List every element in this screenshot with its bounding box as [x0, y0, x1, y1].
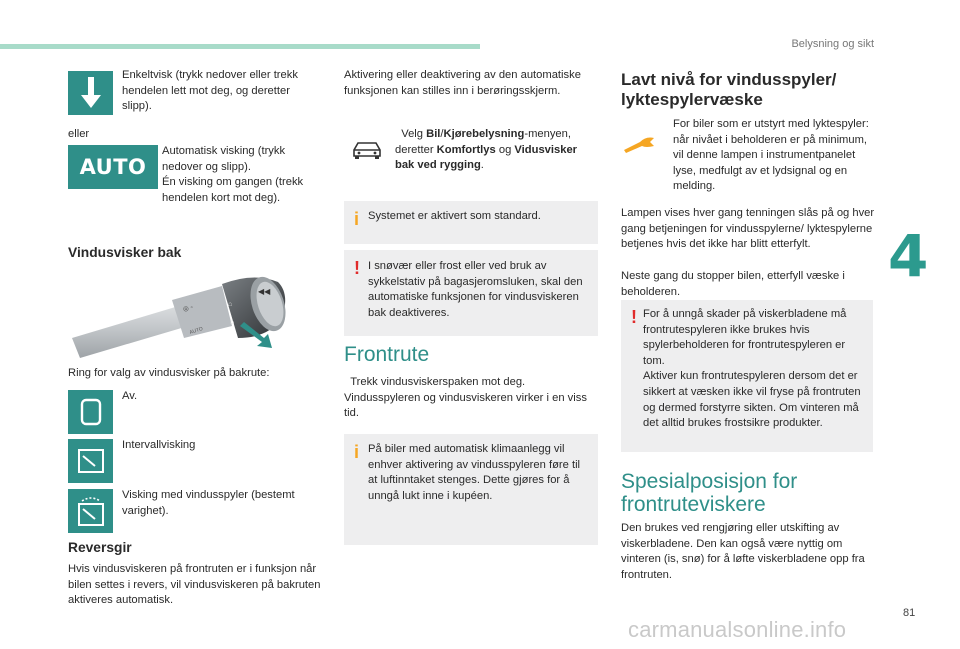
auto-wipe-line2: Én visking om gangen (trekk hendelen kort mot deg). — [162, 176, 304, 204]
special-position-text: Den brukes ved rengjøring eller utskifting av viskerbladene. Den kan også være nyttig om vinteren (is, snø) for å løfte viskerbladene opp fra frontruten. — [621, 522, 865, 581]
or-label: eller — [68, 128, 90, 140]
reverse-gear-title: Reversgir — [68, 540, 132, 555]
wash-wipe-icon — [68, 489, 113, 533]
windscreen-text: Trekk vindusviskerspaken mot deg. Vindusspyleren og vindusviskeren virker i en viss tid. — [344, 376, 587, 420]
watermark: carmanualsonline.info — [628, 617, 847, 642]
mode-intermittent-label: Intervallvisking — [122, 439, 196, 451]
auto-icon-label: AUTO — [79, 155, 147, 179]
mode-wash-label: Visking med vindusspyler (bestemt varighet). — [122, 489, 295, 517]
warning-washer-line-a: For å unngå skader på viskerbladene må frontrutespyleren ikke brukes hvis spylerbeholderen for frontrutespyleren er tom. — [643, 308, 847, 367]
ring-selector-text: Ring for valg av vindusvisker på bakrute: — [68, 367, 270, 379]
wiper-off-icon — [68, 390, 113, 434]
mode-off-label: Av. — [122, 390, 138, 402]
chapter-title: Belysning og sikt — [791, 38, 874, 50]
warning-icon: ! — [354, 258, 360, 278]
intermittent-wipe-icon — [68, 439, 113, 483]
low-fluid-title: Lavt nivå for vindusspyler/ lyktespylervæske — [621, 70, 837, 109]
low-fluid-notice: For biler som er utstyrt med lyktespyler: når nivået i beholderen er på minimum, vil denne lampen i instrumentpanelet lyse, medfulgt av et lydsignal og en melding. — [673, 118, 869, 193]
svg-text:AUTO: AUTO — [188, 325, 204, 336]
low-fluid-paragraph: Lampen vises hver gang tenningen slås på og hver gang betjeningen for vindusspylerne/ lyktespylerne betjenes hvis det ikke har blitt etterfylt. — [621, 207, 875, 251]
warning-box-rear — [344, 250, 598, 336]
reverse-gear-text: Hvis vindusviskeren på frontruten er i funksjon når bilen settes i revers, vil vindusviskeren på bakruten aktiveres automatisk. — [68, 563, 321, 607]
info-standard-text: Systemet er aktivert som standard. — [368, 210, 541, 222]
single-wipe-icon — [68, 71, 113, 115]
warning-box-washer — [621, 300, 873, 452]
washer-fluid-warning-icon — [622, 132, 660, 154]
svg-text:⌂: ⌂ — [230, 319, 235, 326]
warning-icon: ! — [631, 307, 637, 327]
auto-wipe-icon — [68, 145, 158, 189]
info-climate-text: På biler med automatisk klimaanlegg vil enhver aktivering av vindusspyleren føre til at luftinntaket stenges. Dette gjøres for å unngå lukt inne i kupéen. — [368, 443, 581, 502]
wiper-stalk-illustration — [72, 268, 294, 364]
single-wipe-text: Enkeltvisk (trykk nedover eller trekk hendelen lett mot deg, og deretter slipp). — [122, 69, 298, 113]
svg-text:⌂: ⌂ — [228, 301, 233, 308]
header-accent-line — [0, 44, 480, 49]
activation-text: Aktivering eller deaktivering av den automatiske funksjonen kan stilles inn i berøringsskjerm. — [344, 69, 581, 97]
info-icon: i — [354, 442, 360, 462]
chapter-number: 4 — [888, 222, 929, 290]
rear-wiper-title: Vindusvisker bak — [68, 245, 182, 260]
refill-paragraph: Neste gang du stopper bilen, etterfyll væske i beholderen. — [621, 270, 845, 298]
info-box-climate — [344, 434, 598, 545]
info-icon: i — [354, 209, 360, 229]
car-icon — [350, 138, 384, 164]
auto-wipe-text — [162, 144, 322, 206]
windscreen-title: Frontrute — [344, 343, 430, 366]
special-position-title: Spesialposisjon for frontruteviskere — [621, 470, 798, 516]
page-number: 81 — [903, 607, 916, 619]
svg-text:⦾ ◦: ⦾ ◦ — [182, 304, 195, 314]
auto-wipe-line1: Automatisk visking (trykk nedover og slipp). — [162, 145, 286, 173]
warning-washer-text — [643, 307, 867, 432]
svg-text:◀◀: ◀◀ — [258, 287, 271, 296]
warning-washer-line-b: Aktiver kun frontrutespyleren dersom det er sikkert at væsken ikke vil fryse på frontruten og dermed forstyrre sikten. Om vinteren må det alltid brukes frostsikre produkter. — [643, 370, 861, 430]
warning-rear-text: I snøvær eller frost eller ved bruk av sykkelstativ på bagasjeromsluken, skal den automatiske funksjonen for vindusviskeren bak deaktiveres. — [368, 260, 583, 319]
menu-instruction: Velg Bil/Kjørebelysning-menyen, deretter Komfortlys og Vidusvisker bak ved rygging. — [395, 128, 578, 172]
info-box-standard — [344, 201, 598, 244]
